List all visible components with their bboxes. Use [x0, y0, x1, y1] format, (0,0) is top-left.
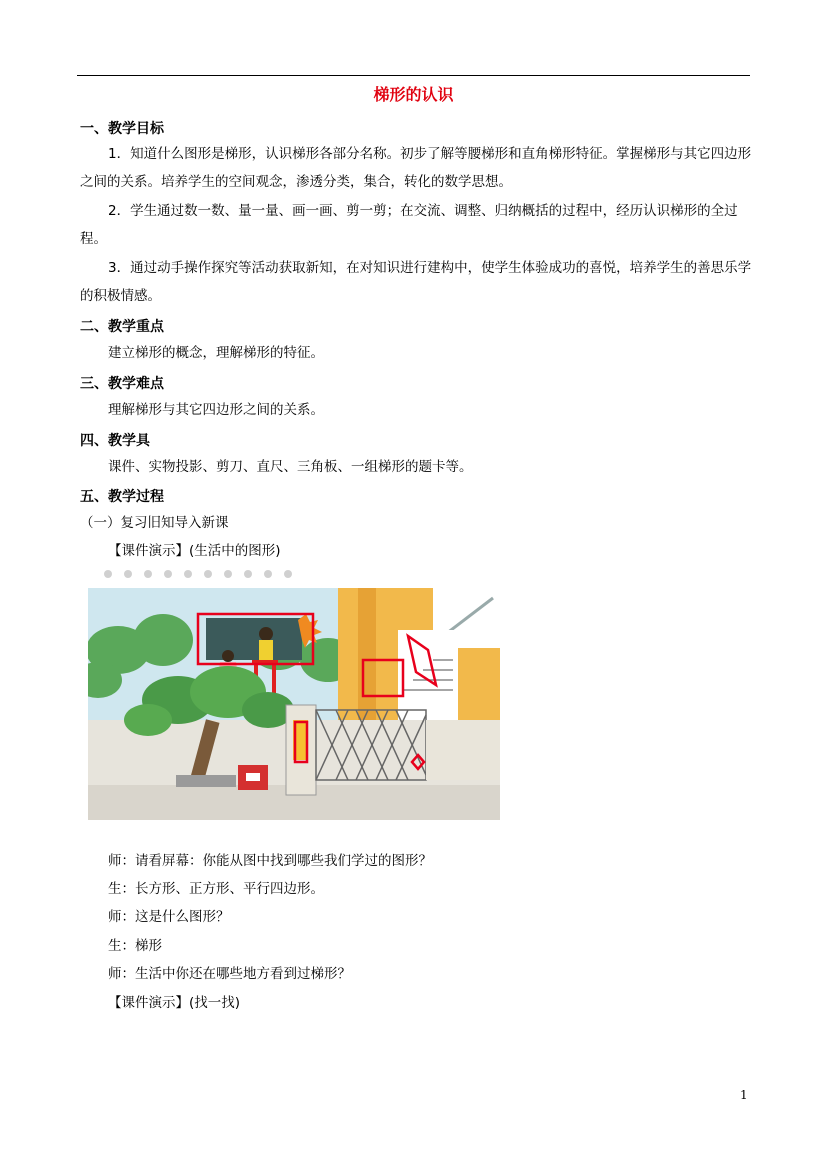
section-heading-objectives: 一、教学目标: [80, 121, 164, 137]
courseware-demo-1: 【课件演示】(生活中的图形): [108, 543, 281, 559]
courseware-demo-2: 【课件演示】(找一找): [108, 995, 241, 1011]
difficulties-text: 理解梯形与其它四边形之间的关系。: [108, 402, 324, 418]
header-rule: [77, 75, 750, 76]
objective-3: 3．通过动手操作探究等活动获取新知，在对知识进行建构中，使学生体验成功的喜悦，培养学生的善思乐学的积极情感。: [80, 260, 752, 304]
dialogue-line-5: 师：生活中你还在哪些地方看到过梯形？: [108, 966, 351, 982]
dialogue-line-3: 师：这是什么图形？: [108, 909, 230, 925]
key-points-text: 建立梯形的概念，理解梯形的特征。: [108, 345, 324, 361]
dialogue-line-1: 师：请看屏幕：你能从图中找到哪些我们学过的图形？: [108, 853, 432, 869]
objective-1: 1．知道什么图形是梯形，认识梯形各部分名称。初步了解等腰梯形和直角梯形特征。掌握梯形与其它四边形之间的关系。培养学生的空间观念，渗透分类，集合，转化的数学思想。: [80, 146, 752, 190]
section-heading-process: 五、教学过程: [80, 489, 164, 505]
blackboard: [206, 618, 302, 660]
page-number: 1: [740, 1088, 748, 1102]
dialogue-line-4: 生：梯形: [108, 938, 162, 954]
section-heading-materials: 四、教学具: [80, 433, 150, 449]
objective-2: 2．学生通过数一数、量一量、画一画、剪一剪；在交流、调整、归纳概括的过程中，经历认识梯形的全过程。: [80, 203, 738, 247]
dialogue-line-2: 生：长方形、正方形、平行四边形。: [108, 881, 324, 897]
materials-text: 课件、实物投影、剪刀、直尺、三角板、一组梯形的题卡等。: [108, 459, 473, 475]
section-heading-key-points: 二、教学重点: [80, 319, 164, 335]
life-shapes-illustration: [88, 570, 500, 820]
process-subheading: （一）复习旧知导入新课: [80, 515, 229, 531]
page-title: 梯形的认识: [373, 85, 454, 104]
section-heading-difficulties: 三、教学难点: [80, 376, 164, 392]
